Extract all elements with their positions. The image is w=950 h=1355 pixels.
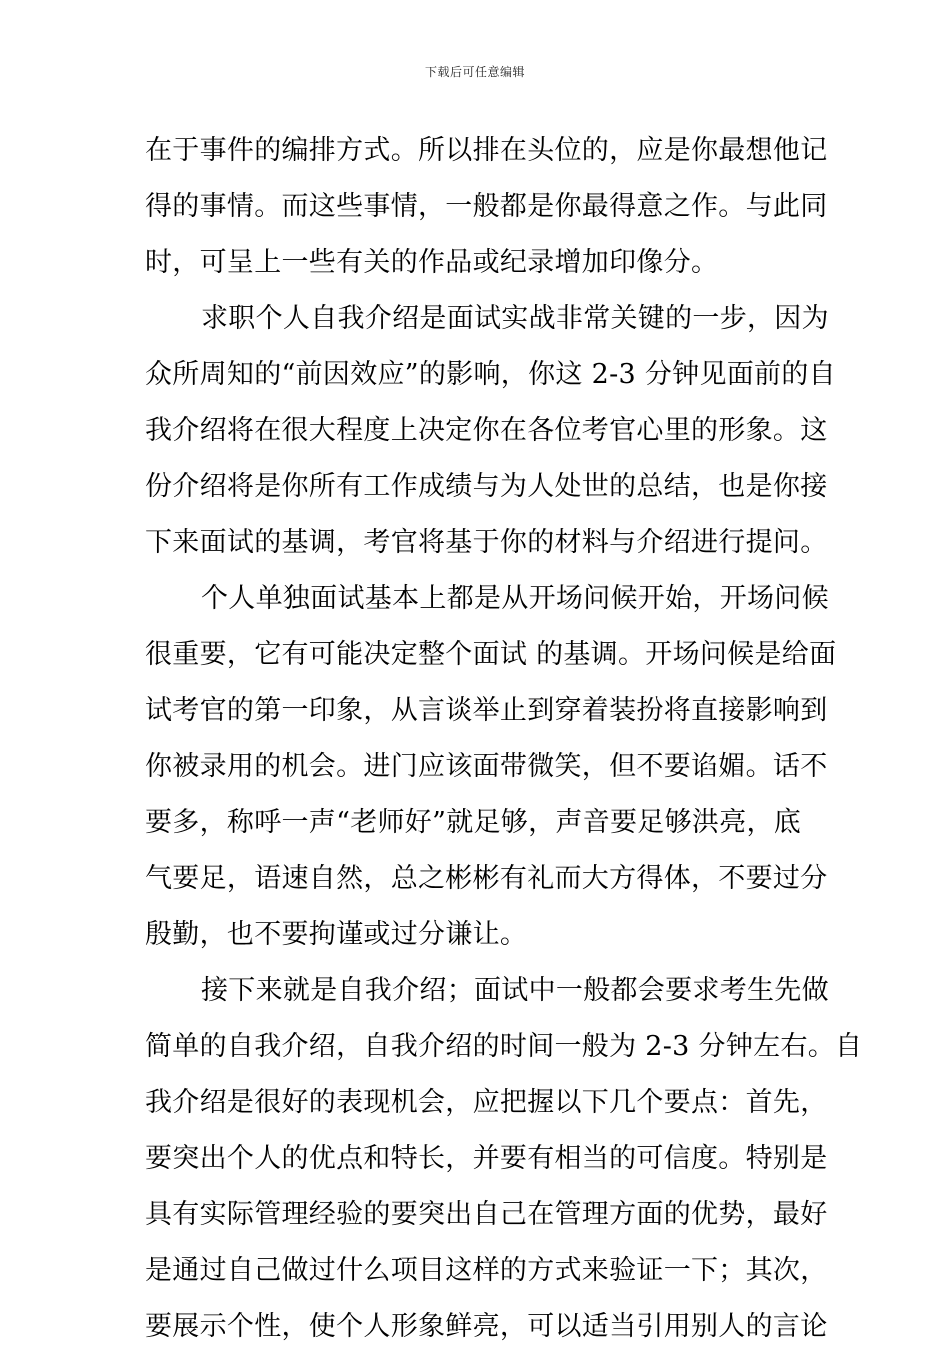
page-header: 下载后可任意编辑 — [424, 65, 525, 79]
text-line: 要突出个人的优点和特长，并要有相当的可信度。特别是 — [145, 1143, 828, 1174]
text-line: 我介绍是很好的表现机会，应把握以下几个要点：首先， — [145, 1087, 828, 1118]
text-line: 在于事件的编排方式。所以排在头位的，应是你最想他记 — [145, 135, 828, 166]
body-text — [145, 123, 863, 1355]
text-line: 殷勤，也不要拘谨或过分谦让。 — [145, 919, 528, 950]
text-line: 我介绍将在很大程度上决定你在各位考官心里的形象。这 — [145, 415, 828, 446]
text-line: 下来面试的基调，考官将基于你的材料与介绍进行提问。 — [145, 527, 828, 558]
paragraph-first-line: 求职个人自我介绍是面试实战非常关键的一步，因为 — [201, 303, 829, 334]
text-line: 试考官的第一印象，从言谈举止到穿着装扮将直接影响到 — [145, 695, 828, 726]
text-line: 时，可呈上一些有关的作品或纪录增加印像分。 — [145, 247, 719, 278]
paragraph-first-line: 个人单独面试基本上都是从开场问候开始，开场问候 — [201, 583, 829, 614]
text-line: 很重要，它有可能决定整个面试 的基调。开场问候是给面 — [145, 639, 837, 670]
text-line: 众所周知的“前因效应”的影响，你这 2-3 分钟见面前的自 — [145, 359, 836, 390]
text-line: 简单的自我介绍，自我介绍的时间一般为 2-3 分钟左右。自 — [145, 1031, 863, 1062]
text-line: 你被录用的机会。进门应该面带微笑，但不要谄媚。话不 — [145, 751, 828, 782]
text-line: 份介绍将是你所有工作成绩与为人处世的总结，也是你接 — [145, 471, 828, 502]
text-line: 要多，称呼一声“老师好”就足够，声音要足够洪亮，底 — [145, 807, 802, 838]
paragraph-first-line: 接下来就是自我介绍；面试中一般都会要求考生先做 — [201, 975, 829, 1006]
text-line: 是通过自己做过什么项目这样的方式来验证一下；其次， — [145, 1255, 828, 1286]
text-line: 气要足，语速自然，总之彬彬有礼而大方得体，不要过分 — [145, 863, 828, 894]
text-line: 得的事情。而这些事情，一般都是你最得意之作。与此同 — [145, 191, 828, 222]
text-line: 具有实际管理经验的要突出自己在管理方面的优势，最好 — [145, 1199, 828, 1230]
text-line: 要展示个性，使个人形象鲜亮，可以适当引用别人的言论 — [145, 1311, 828, 1342]
